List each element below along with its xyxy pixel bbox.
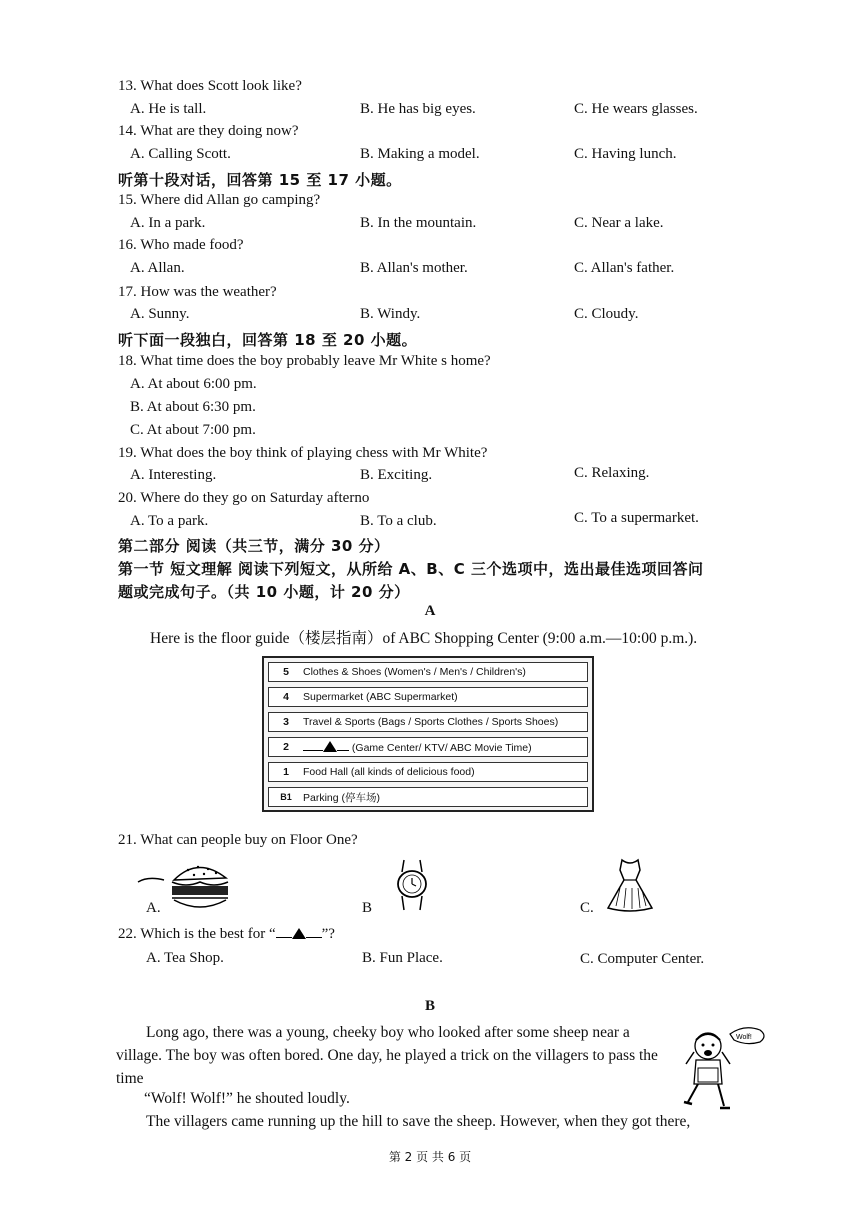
question-16: 16. Who made food? <box>118 237 244 253</box>
q22-option-b: B. Fun Place. <box>362 950 443 966</box>
question-21: 21. What can people buy on Floor One? <box>118 832 358 848</box>
shouting-boy-illustration <box>672 1022 770 1114</box>
question-13: 13. What does Scott look like? <box>118 78 302 94</box>
floor-row <box>268 662 588 682</box>
floor-number: 2 <box>283 741 289 753</box>
q16-option-c: C. Allan's father. <box>574 260 675 276</box>
passage-b-label: B <box>424 998 435 1014</box>
triangle-icon <box>292 928 306 939</box>
q15-option-b: B. In the mountain. <box>360 215 477 231</box>
blank-line <box>276 927 292 938</box>
floor-row <box>268 787 588 807</box>
question-20: 20. Where do they go on Saturday afterno <box>118 490 370 506</box>
q15-option-c: C. Near a lake. <box>574 215 664 231</box>
q14-option-a: A. Calling Scott. <box>130 146 231 162</box>
blank-line <box>337 740 349 751</box>
q19-option-b: B. Exciting. <box>360 467 433 483</box>
passage-b-paragraph-2: “Wolf! Wolf!” he shouted loudly. <box>144 1090 350 1107</box>
q19-option-a: A. Interesting. <box>130 467 217 483</box>
floor-row <box>268 737 588 757</box>
floor-number: 5 <box>283 666 289 678</box>
floor-row <box>268 712 588 732</box>
q21-option-c: C. <box>580 900 594 916</box>
floor-number: 4 <box>283 691 289 703</box>
q13-option-b: B. He has big eyes. <box>360 101 476 117</box>
section-one-instruction-line1: 第一节 短文理解 阅读下列短文，从所给 A、B、C 三个选项中，选出最佳选项回答问 <box>118 560 704 578</box>
watch-icon <box>392 858 432 912</box>
q13-option-a: A. He is tall. <box>130 101 207 117</box>
q17-option-a: A. Sunny. <box>130 306 190 322</box>
floor-description: Supermarket (ABC Supermarket) <box>303 691 458 703</box>
floor-description: (Game Center/ KTV/ ABC Movie Time) <box>351 742 532 754</box>
q18-option-a: A. At about 6:00 pm. <box>130 376 257 392</box>
passage-b-paragraph-3: The villagers came running up the hill to save the sheep. However, when they got there, <box>146 1113 691 1130</box>
question-22 <box>118 926 335 943</box>
q14-option-b: B. Making a model. <box>360 146 480 162</box>
q22-option-a: A. Tea Shop. <box>146 950 224 966</box>
question-19: 19. What does the boy think of playing chess with Mr White? <box>118 445 488 461</box>
instruction-monologue: 听下面一段独白，回答第 18 至 20 小题。 <box>118 331 418 349</box>
floor-row <box>268 687 588 707</box>
part-two-title: 第二部分 阅读（共三节，满分 30 分） <box>118 537 390 555</box>
q20-option-a: A. To a park. <box>130 513 209 529</box>
floor-number: 1 <box>283 766 289 778</box>
triangle-icon <box>323 741 337 752</box>
blank-line <box>303 740 323 751</box>
q17-option-c: C. Cloudy. <box>574 306 639 322</box>
instruction-dialogue-10: 听第十段对话，回答第 15 至 17 小题。 <box>118 171 402 189</box>
q21-option-a: A. <box>146 900 161 916</box>
floor-description: Parking (停车场) <box>303 791 381 804</box>
floor-number: B1 <box>280 792 292 802</box>
q21-option-b: B <box>362 900 373 916</box>
q16-option-a: A. Allan. <box>130 260 185 276</box>
q20-option-c: C. To a supermarket. <box>574 510 699 526</box>
q13-option-c: C. He wears glasses. <box>574 101 698 117</box>
q14-option-c: C. Having lunch. <box>574 146 677 162</box>
question-15: 15. Where did Allan go camping? <box>118 192 321 208</box>
q22-stem-start: 22. Which is the best for “ <box>118 926 276 942</box>
floor-number: 3 <box>283 716 289 728</box>
floor-row <box>268 762 588 782</box>
q16-option-b: B. Allan's mother. <box>360 260 468 276</box>
blank-line <box>306 927 322 938</box>
section-one-instruction-line2: 题或完成句子。（共 10 小题，计 20 分） <box>118 583 410 601</box>
passage-a-label: A <box>424 603 436 619</box>
q22-stem-end: ”? <box>321 926 335 942</box>
q18-option-c: C. At about 7:00 pm. <box>130 422 256 438</box>
q20-option-b: B. To a club. <box>360 513 437 529</box>
dress-icon <box>602 858 658 914</box>
passage-b-paragraph-1: Long ago, there was a young, cheeky boy who looked after some sheep near a village. The boy was often bored. One day, he played a trick on the villagers to pass the time <box>116 1024 658 1087</box>
speech-bubble-text: Wolf! <box>736 1034 752 1041</box>
q15-option-a: A. In a park. <box>130 215 206 231</box>
question-18: 18. What time does the boy probably leave Mr White s home? <box>118 353 491 369</box>
q18-option-b: B. At about 6:30 pm. <box>130 399 256 415</box>
floor-description: Travel & Sports (Bags / Sports Clothes / Sports Shoes) <box>303 716 559 728</box>
question-17: 17. How was the weather? <box>118 284 277 300</box>
question-14: 14. What are they doing now? <box>118 123 299 139</box>
q19-option-c: C. Relaxing. <box>574 465 650 481</box>
floor-description: Food Hall (all kinds of delicious food) <box>303 766 475 778</box>
q22-option-c: C. Computer Center. <box>580 951 705 967</box>
floor-guide <box>262 656 594 812</box>
passage-a-intro: Here is the floor guide（楼层指南）of ABC Shopping Center (9:00 a.m.—10:00 p.m.). <box>150 630 698 647</box>
q17-option-b: B. Windy. <box>360 306 421 322</box>
floor-2-row-text <box>303 740 587 754</box>
floor-description: Clothes & Shoes (Women's / Men's / Children's) <box>303 666 526 678</box>
page-footer: 第 2 页 共 6 页 <box>388 1150 472 1164</box>
